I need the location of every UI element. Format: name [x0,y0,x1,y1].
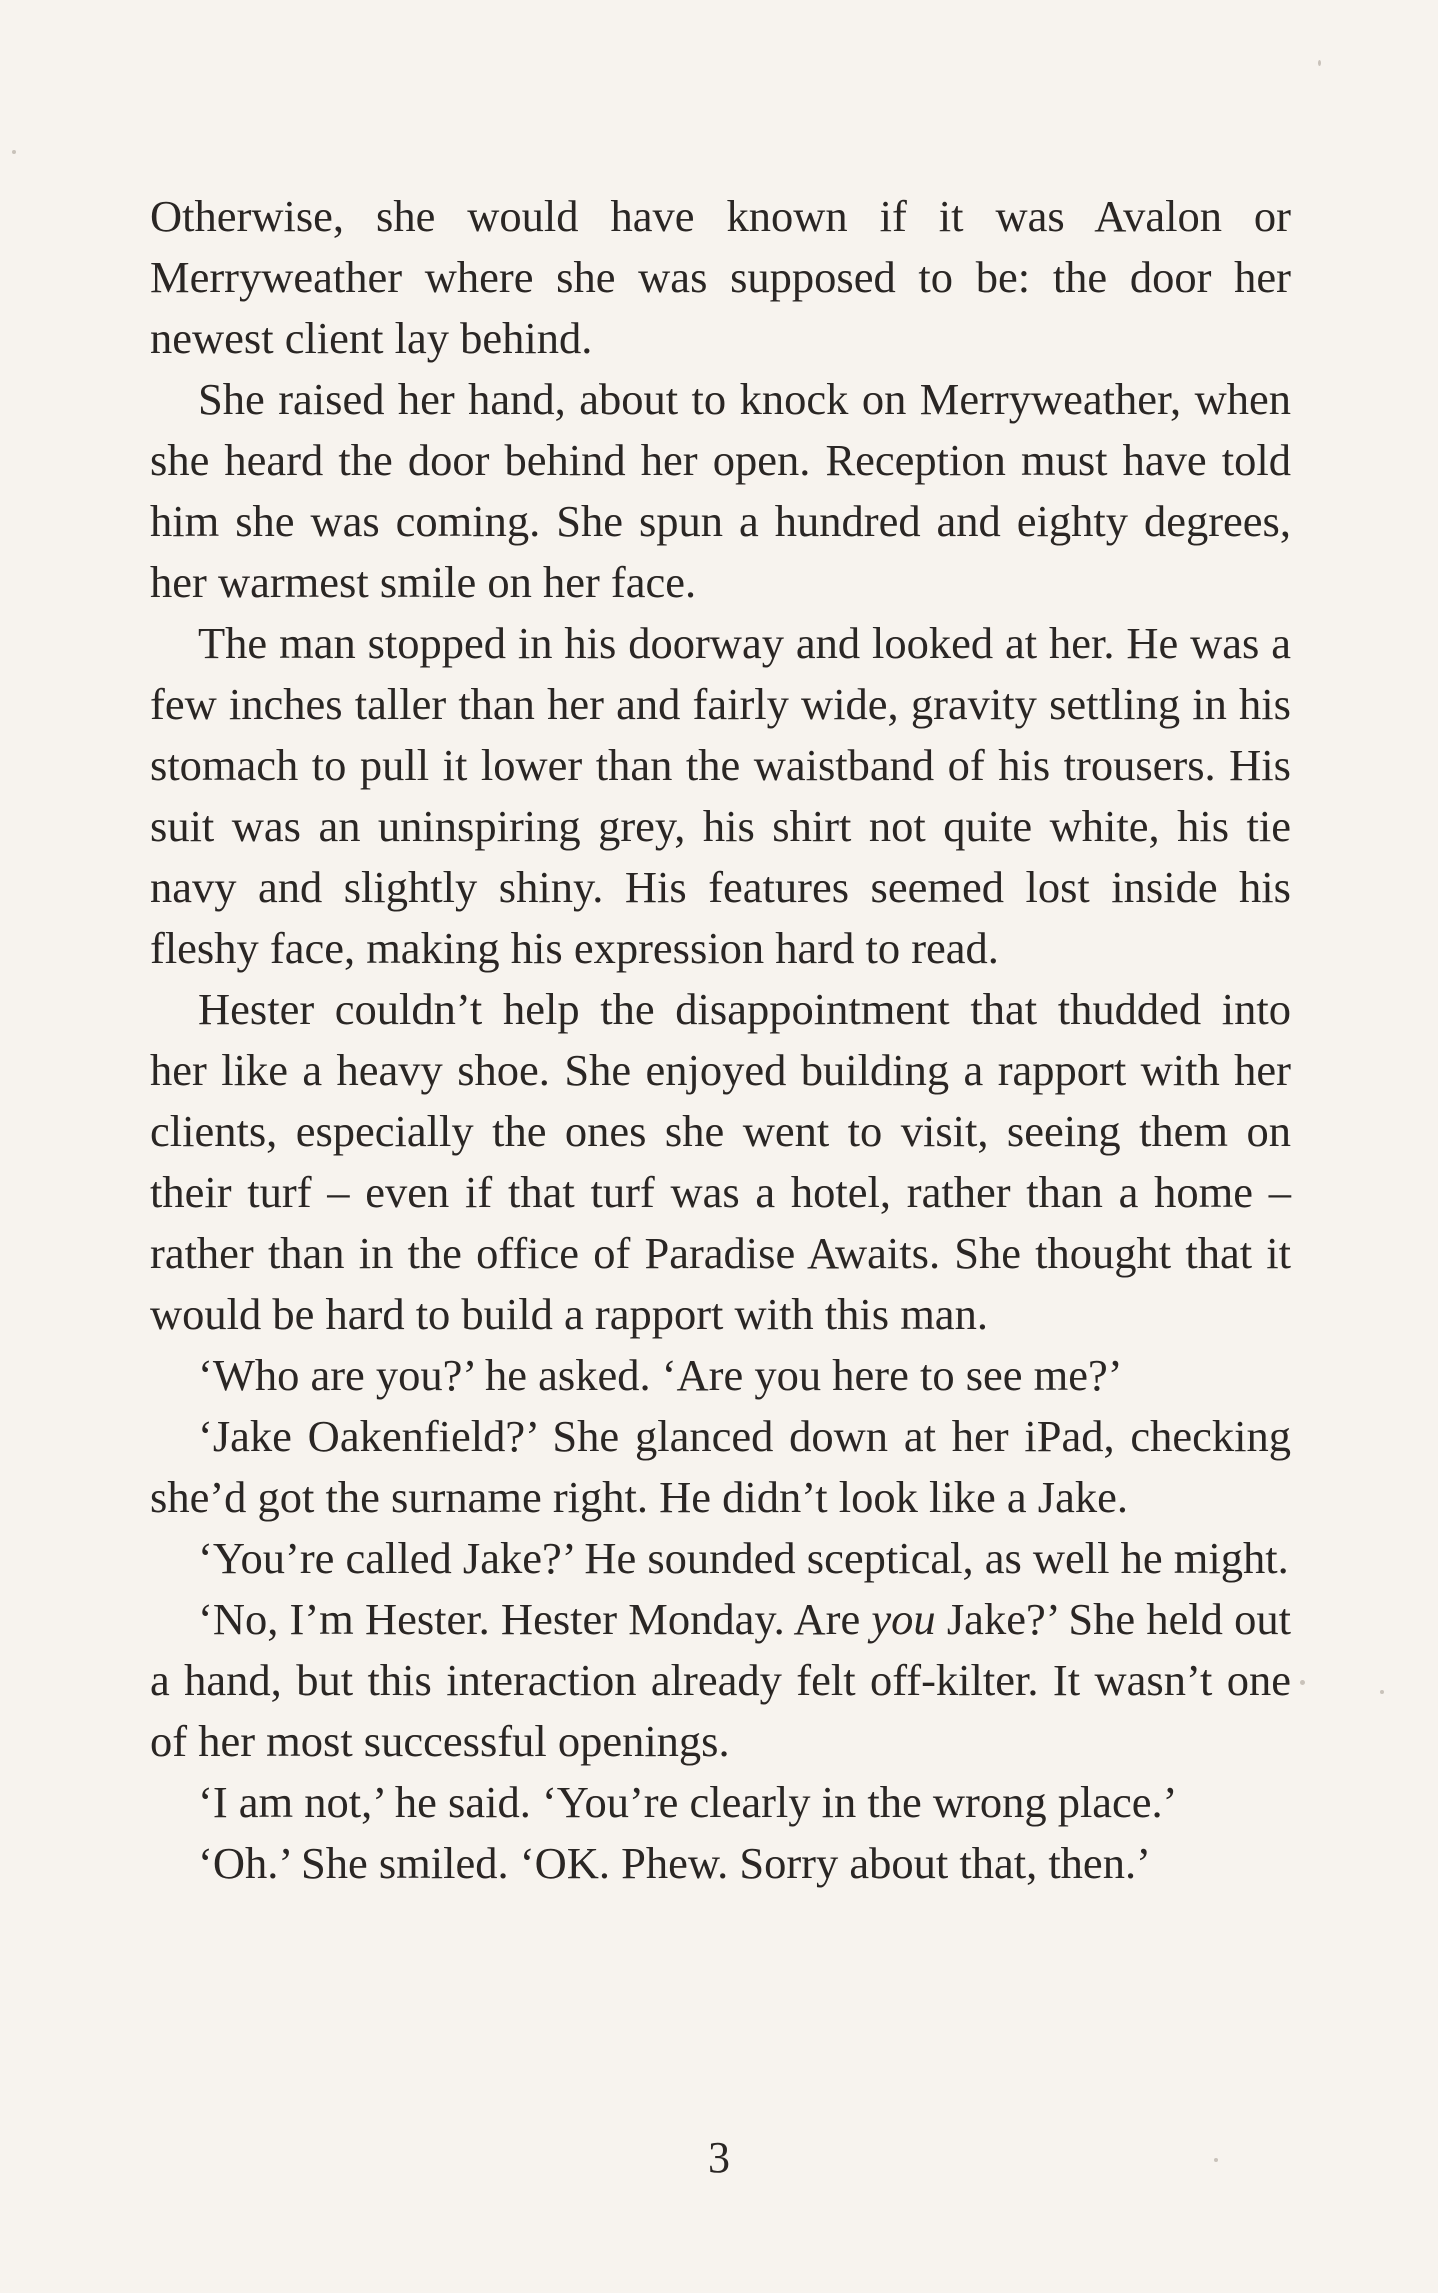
body-text [150,186,1291,1894]
text-run: ‘Who are you?’ he asked. ‘Are you here to see me?’ [198,1350,1123,1400]
text-run: The man stopped in his doorway and looked at her. He was a few inches taller than her and fairly wide, gravity settling in his stomach to pull it lower than the waistband of his trousers. His suit was an uninspiring grey, his shirt not quite white, his tie navy and slightly shiny. His features seemed lost inside his fleshy face, making his expression hard to read. [150,618,1291,973]
text-run: Jake?’ She held out a hand, but this interaction already felt off-kilter. It wasn’t one of her most successful openings. [150,1594,1291,1766]
page-number: 3 [708,2133,730,2182]
text-run: ‘Jake Oakenfield?’ She glanced down at her iPad, checking she’d got the surname right. He didn’t look like a Jake. [150,1411,1291,1522]
text-run: ‘You’re called Jake?’ He sounded sceptical, as well he might. [198,1533,1289,1583]
text-run: She raised her hand, about to knock on Merryweather, when she heard the door behind her open. Reception must have told him she was coming. She spun a hundred and eighty degrees, her warmest smile on her face. [150,374,1291,607]
text-run: ‘No, I’m Hester. Hester Monday. Are [198,1594,872,1644]
paper-speck [1300,1680,1305,1685]
paper-speck [1318,60,1321,66]
paragraph [150,979,1291,1345]
paragraph [150,1772,1291,1833]
paragraph [150,369,1291,613]
paper-speck [12,150,16,154]
paragraph [150,1406,1291,1528]
text-run: Hester couldn’t help the disappointment that thudded into her like a heavy shoe. She enjoyed building a rapport with her clients, especially the ones she went to visit, seeing them on their turf – even if that turf was a hotel, rather than a home – rather than in the office of Paradise Awaits. She thought that it would be hard to build a rapport with this man. [150,984,1291,1339]
paragraph [150,186,1291,369]
paragraph [150,1528,1291,1589]
paragraph [150,1345,1291,1406]
text-run: ‘I am not,’ he said. ‘You’re clearly in the wrong place.’ [198,1777,1178,1827]
paragraph [150,1833,1291,1894]
paragraph [150,1589,1291,1772]
paper-speck [1380,1690,1384,1694]
italic-text: you [871,1594,936,1644]
paragraph [150,613,1291,979]
text-run: Otherwise, she would have known if it was Avalon or Merryweather where she was supposed to be: the door her newest client lay behind. [150,191,1291,363]
text-run: ‘Oh.’ She smiled. ‘OK. Phew. Sorry about that, then.’ [198,1838,1151,1888]
